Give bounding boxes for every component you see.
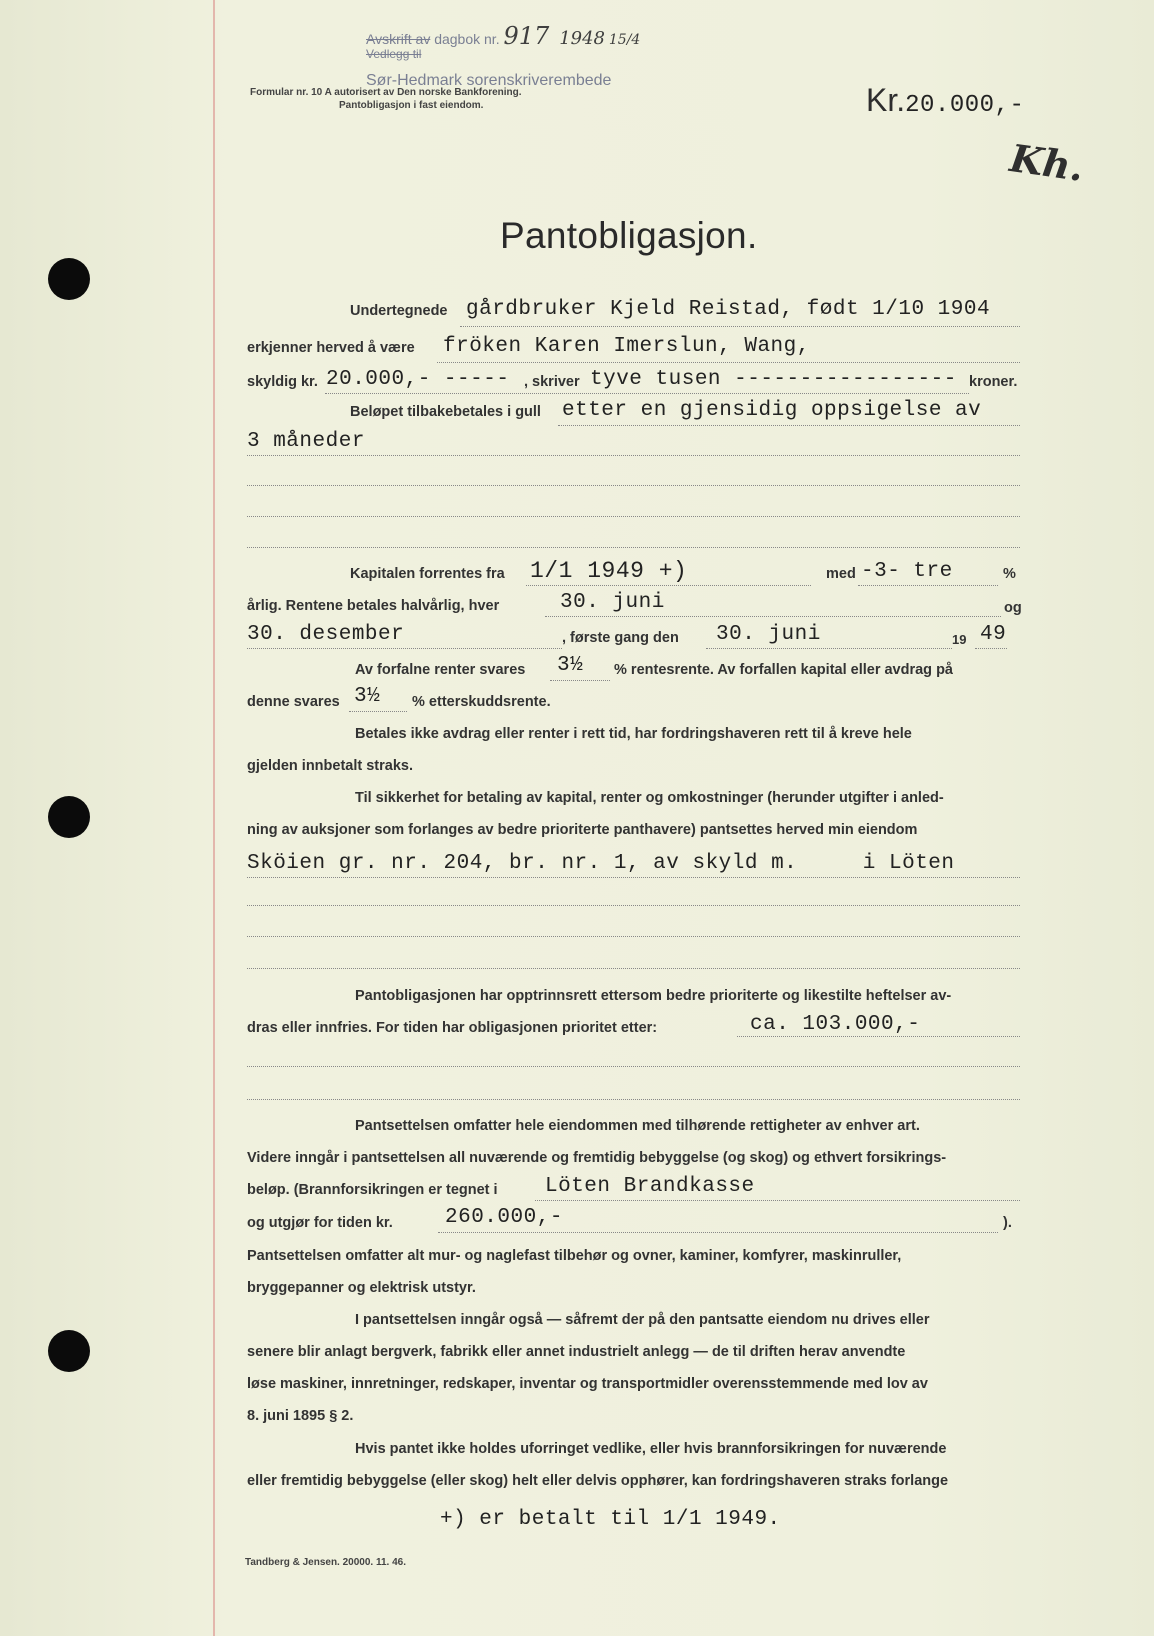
skriver-label: , skriver xyxy=(524,374,580,390)
erkjenner-value: fröken Karen Imerslun, Wang, xyxy=(443,335,810,358)
forste-value: 30. juni xyxy=(716,623,821,646)
opptrinn-line-2: dras eller innfries. For tiden har obligasjonen prioritet etter: xyxy=(247,1020,658,1036)
form-line-1: Formular nr. 10 A autorisert av Den norske Bankforening. xyxy=(250,87,522,98)
etterskudd-label: % etterskuddsrente. xyxy=(412,694,551,710)
stamp-dagbok: dagbok nr. xyxy=(434,31,500,47)
vedlike-line-2: eller fremtidig bebyggelse (eller skog) helt eller delvis opphører, kan fordringshaveren straks forlange xyxy=(247,1473,949,1489)
opptrinn-line-1: Pantobligasjonen har opptrinnsrett ettersom bedre prioriterte og likestilte heftelser av- xyxy=(355,988,952,1004)
stamp-sorenskriver: Sør-Hedmark sorenskriverembede xyxy=(366,72,612,89)
rentesrente-label: % rentesrente. Av forfallen kapital eller avdrag på xyxy=(614,662,953,678)
form-line-2: Pantobligasjon i fast eiendom. xyxy=(339,100,484,111)
skyldig-label: skyldig kr. xyxy=(247,374,318,390)
margin-line xyxy=(213,0,215,1636)
note-value: +) er betalt til 1/1 1949. xyxy=(440,1508,781,1531)
stamp-line-1 xyxy=(366,22,640,50)
amount-header xyxy=(866,82,1024,119)
undertegnede-label: Undertegnede xyxy=(350,303,448,319)
punch-hole-bottom xyxy=(48,1330,90,1372)
close-paren: ). xyxy=(1003,1215,1012,1231)
eiendom-value: Sköien gr. nr. 204, br. nr. 1, av skyld m. i Löten xyxy=(247,852,955,875)
industri-line-2: senere blir anlagt bergverk, fabrikk eller annet industrielt anlegg — de til driften herav anvendte xyxy=(247,1344,906,1360)
arlig-value: 30. juni xyxy=(560,591,665,614)
arlig-label: årlig. Rentene betales halvårlig, hver xyxy=(247,598,500,614)
punch-hole-top xyxy=(48,258,90,300)
forste-label: , første gang den xyxy=(562,630,679,646)
year-prefix: 19 xyxy=(952,632,967,647)
page-title: Pantobligasjon. xyxy=(500,215,758,256)
stamp-vedlegg: Vedlegg til xyxy=(366,47,422,61)
erkjenner-label: erkjenner herved å være xyxy=(247,340,415,356)
omfatter-line-3: beløp. (Brannforsikringen er tegnet i xyxy=(247,1182,498,1198)
mur-line-2: bryggepanner og elektrisk utstyr. xyxy=(247,1280,476,1296)
sikkerhet-line-1: Til sikkerhet for betaling av kapital, renter og omkostninger (herunder utgifter i anled- xyxy=(355,790,944,806)
sikkerhet-line-2: ning av auksjoner som forlanges av bedre prioriterte panthavere) pantsettes herved min eiendom xyxy=(247,822,918,838)
av-forfalne-label: Av forfalne renter svares xyxy=(355,662,526,678)
belopet-label: Beløpet tilbakebetales i gull xyxy=(350,404,541,420)
skyldig-value: 20.000,- ----- xyxy=(326,368,510,391)
og-label: og xyxy=(1004,600,1022,616)
kroner-label: kroner. xyxy=(969,374,1018,390)
brann-value: Löten Brandkasse xyxy=(545,1175,755,1198)
skriver-value: tyve tusen ----------------- xyxy=(590,368,957,391)
industri-line-3: løse maskiner, innretninger, redskaper, inventar og transportmidler overensstemmende med lov av xyxy=(247,1376,928,1392)
journal-year: 1948 xyxy=(559,28,605,49)
industri-line-4: 8. juni 1895 § 2. xyxy=(247,1408,354,1424)
punch-hole-middle xyxy=(48,796,90,838)
amount-value: 20.000,- xyxy=(905,92,1025,119)
betales-line-2: gjelden innbetalt straks. xyxy=(247,758,413,774)
betales-line-1: Betales ikke avdrag eller renter i rett tid, har fordringshaveren rett til å kreve hele xyxy=(355,726,912,742)
kapital-value: 1/1 1949 +) xyxy=(530,558,688,584)
undertegnede-value: gårdbruker Kjeld Reistad, født 1/10 1904 xyxy=(466,298,991,321)
belopet-value-2: 3 måneder xyxy=(247,430,365,453)
med-label: med xyxy=(826,566,856,582)
mur-line-1: Pantsettelsen omfatter alt mur- og naglefast tilbehør og ovner, kaminer, komfyrer, maskinruller, xyxy=(247,1248,902,1264)
rate-value: -3- tre xyxy=(861,560,953,583)
year-value: 49 xyxy=(980,623,1007,646)
kapital-label: Kapitalen forrentes fra xyxy=(350,566,505,582)
rentesrente-value: 3½ xyxy=(557,654,584,677)
denne-label: denne svares xyxy=(247,694,340,710)
amount-label: Kr. xyxy=(866,82,906,118)
stamp-avskrift: Avskrift av xyxy=(366,31,431,47)
printer-imprint: Tandberg & Jensen. 20000. 11. 46. xyxy=(245,1557,407,1568)
omfatter-line-4: og utgjør for tiden kr. xyxy=(247,1215,393,1231)
takst-value: 260.000,- xyxy=(445,1206,563,1229)
prioritet-value: ca. 103.000,- xyxy=(750,1013,921,1036)
initials: Kh. xyxy=(1007,135,1087,190)
etterskudd-value: 3½ xyxy=(354,685,381,708)
industri-line-1: I pantsettelsen inngår også — såfremt der på den pantsatte eiendom nu drives eller xyxy=(355,1312,930,1328)
desember-value: 30. desember xyxy=(247,623,405,646)
omfatter-line-1: Pantsettelsen omfatter hele eiendommen med tilhørende rettigheter av enhver art. xyxy=(355,1118,920,1134)
omfatter-line-2: Videre inngår i pantsettelsen all nuværende og fremtidig bebyggelse (og skog) og ethvert forsikrings- xyxy=(247,1150,947,1166)
journal-date: 15/4 xyxy=(608,32,641,48)
percent-1: % xyxy=(1003,566,1016,582)
journal-number: 917 xyxy=(503,22,550,50)
belopet-value: etter en gjensidig oppsigelse av xyxy=(562,399,982,422)
vedlike-line-1: Hvis pantet ikke holdes uforringet vedlike, eller hvis brannforsikringen for nuværende xyxy=(355,1441,947,1457)
